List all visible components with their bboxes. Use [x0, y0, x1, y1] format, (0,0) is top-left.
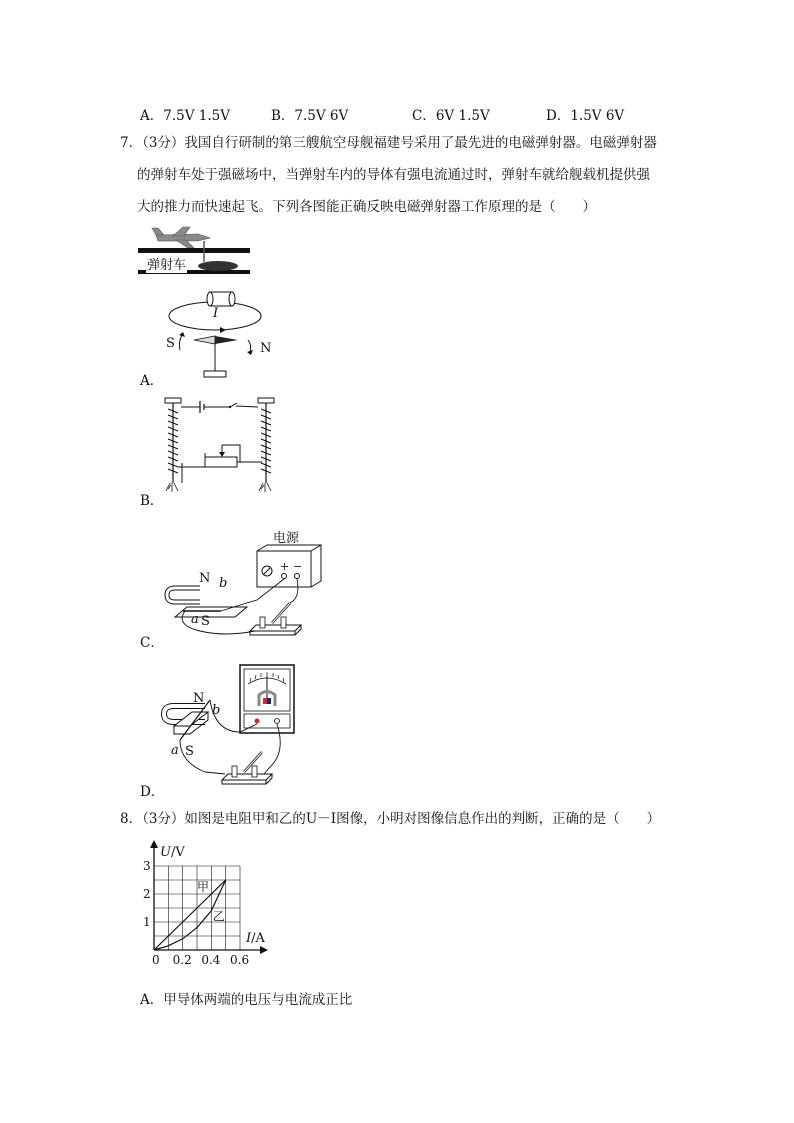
power-supply-label: 电源 — [273, 530, 300, 545]
conductor-cylinder — [207, 292, 235, 306]
north-pole-label: N — [199, 571, 211, 586]
x-axis-arrow-icon — [260, 946, 268, 954]
electromagnet-right — [258, 398, 274, 492]
south-pole-label: S — [185, 744, 194, 759]
x-tick-label: 0.4 — [201, 953, 221, 967]
aircraft-icon — [152, 227, 210, 248]
knife-switch-icon — [250, 603, 301, 635]
q7-stem-line-1: 7．（3分）我国自行研制的第三艘航空母舰福建号采用了最先进的电磁弹射器。电磁弹射器 — [120, 135, 657, 151]
point-a-label: a — [191, 612, 199, 627]
north-pole-label: N — [193, 691, 205, 706]
x-tick-label: 0.6 — [230, 953, 250, 967]
battery-icon — [200, 401, 204, 413]
x-tick-label: 0 — [152, 953, 160, 967]
knife-switch-icon — [222, 752, 272, 784]
q8-option-a[interactable]: A．甲导体两端的电压与电流成正比 — [140, 992, 353, 1008]
optionD-figure — [160, 662, 300, 787]
q7-option-c[interactable]: C． — [140, 635, 164, 651]
q7-stem-line-2: 的弹射车处于强磁场中，当弹射车内的导体有强电流通过时，弹射车就给舰载机提供强 — [137, 167, 650, 183]
y-tick-label: 3 — [143, 859, 151, 873]
catapult-car-label: 弹射车 — [146, 254, 187, 273]
q7-option-a[interactable]: A． — [140, 373, 164, 389]
q6-option-d[interactable]: D．1.5V 6V — [546, 108, 625, 124]
horseshoe-magnet-icon — [164, 700, 210, 740]
series-label: 乙 — [212, 909, 225, 924]
south-pole-label: S — [201, 614, 210, 629]
point-b-label: b — [219, 576, 228, 591]
y-tick-label: 1 — [143, 915, 151, 929]
x-axis-label — [245, 931, 266, 946]
q6-option-b[interactable]: B．7.5V 6V — [271, 108, 349, 124]
chart-series — [154, 880, 226, 950]
ui-chart — [140, 842, 280, 972]
deck-rail — [138, 248, 250, 253]
q6-option-a[interactable]: A．7.5V 1.5V — [140, 108, 230, 124]
y-axis-arrow-icon — [150, 840, 158, 848]
current-label: I — [213, 306, 219, 321]
x-tick-label: 0.2 — [172, 953, 192, 967]
q6-option-c[interactable]: C．6V 1.5V — [412, 108, 490, 124]
south-pole-label: S — [166, 336, 175, 351]
electromagnet-left — [165, 398, 181, 492]
north-pole-label: N — [260, 341, 272, 356]
minus-terminal-label: − — [293, 560, 303, 573]
y-axis-label-text: U/V — [160, 845, 185, 860]
q7-option-d[interactable]: D． — [140, 784, 165, 800]
rotate-right-arrow-icon — [248, 340, 251, 352]
catapult-car-icon — [198, 261, 238, 271]
optionB-figure — [160, 395, 280, 500]
x-axis-label-text: I/A — [246, 931, 265, 946]
switch-icon — [230, 403, 237, 407]
galvanometer-icon — [240, 665, 294, 733]
rotate-left-arrow-icon — [179, 335, 182, 350]
current-arrow-icon — [220, 327, 226, 333]
q7-option-b[interactable]: B． — [140, 493, 164, 509]
y-tick-label: 2 — [143, 887, 151, 901]
horseshoe-magnet-icon — [167, 588, 247, 617]
optionC-figure — [165, 545, 325, 645]
y-axis-label — [160, 845, 185, 860]
point-a-label: a — [171, 743, 179, 758]
chart-ticks — [143, 859, 249, 967]
plus-terminal-label: + — [280, 560, 290, 573]
compass-needle-icon — [194, 336, 238, 377]
optionA-figure — [160, 290, 270, 385]
q7-stem-line-3: 大的推力而快速起飞。下列各图能正确反映电磁弹射器工作原理的是（ ） — [137, 199, 596, 215]
rheostat-icon — [205, 457, 237, 467]
series-label: 甲 — [197, 880, 210, 895]
q8-stem: 8．（3分）如图是电阻甲和乙的U－I图像，小明对图像信息作出的判断，正确的是（ ） — [120, 811, 661, 827]
point-b-label: b — [212, 703, 221, 718]
